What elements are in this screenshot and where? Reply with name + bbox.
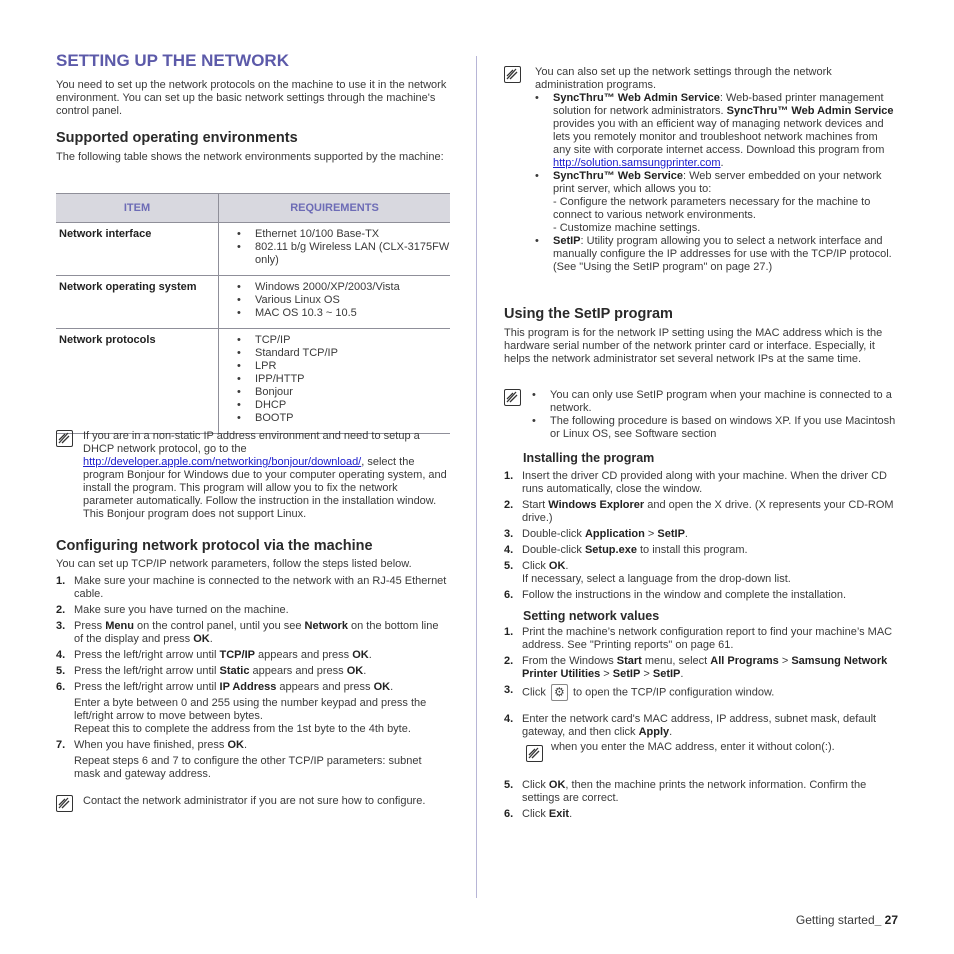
row-item: Network operating system [56,276,219,329]
list-item: 3. Press Menu on the control panel, until you see Network on the bottom line of the display and press OK. [56,620,439,645]
note-icon [504,389,521,406]
note-bonjour [56,430,450,521]
note-icon [504,66,521,83]
requirement: • IPP/HTTP [237,373,450,386]
list-item: 3. Double-click Application > SetIP. [504,528,688,540]
values-steps [504,626,896,824]
list-item: 7. When you have finished, press OK. Repeat steps 6 and 7 to configure the other TCP/IP parameters: subnet mask and gateway address. [56,739,422,780]
page-title: SETTING UP THE NETWORK [56,51,289,70]
intro-text: You need to set up the network protocols on the machine to use it in the network environment. You can set up the basic network settings through the machine's control panel. [56,79,447,117]
note-admin-intro: You can also set up the network settings through the network administration programs. [535,66,832,91]
row-item: Network protocols [56,329,219,434]
note-bonjour-text-2: , select the program Bonjour for Windows due to your computer operating system, and install the program. This program will allow you to fix the network parameter automatically. Follow the instruction in the installation window. This Bonjour program does not support Linux. [83,456,447,520]
requirement: • MAC OS 10.3 ~ 10.5 [237,307,450,320]
apple-bonjour-link[interactable]: http://developer.apple.com/networking/bonjour/download/ [83,456,362,468]
list-item: • The following procedure is based on windows XP. If you use Macintosh or Linux OS, see Software section [532,415,896,441]
requirement: • Standard TCP/IP [237,347,450,360]
install-heading: Installing the program [523,451,655,465]
list-item: 4. Press the left/right arrow until TCP/IP appears and press OK. [56,649,372,661]
list-item: 4. Double-click Setup.exe to install this program. [504,544,748,556]
list-item: 1. Print the machine’s network configuration report to find your machine’s MAC address. See "Printing reports" on page 61. [504,626,893,651]
col-header-item: ITEM [56,194,219,223]
note-icon [56,430,73,447]
requirement: • Various Linux OS [237,294,450,307]
note-contact [56,795,450,808]
install-steps [504,470,896,605]
list-item: • SyncThru™ Web Service: Web server embedded on your network print server, which allows you to: - Configure the network parameters necessary for the machine to connect to various network environments. - Customize machine settings. [535,170,896,235]
column-divider [476,56,477,898]
list-item: 1. Insert the driver CD provided along with your machine. When the driver CD runs automatically, close the window. [504,470,887,495]
list-item: • SyncThru™ Web Admin Service: Web-based printer management solution for network administrators. SyncThru™ Web Admin Service provides you with an efficient way of managing network devices and lets you remotely monitor and troubleshoot network machines from any site with corporate internet access. Download this program from http://solution.samsungprinter.com. [535,92,896,170]
table-row [56,276,450,329]
list-item: 2. From the Windows Start menu, select All Programs > Samsung Network Printer Utilities > SetIP > SetIP. [504,655,888,680]
list-item: • SetIP: Utility program allowing you to select a network interface and manually configure the IP addresses for use with the TCP/IP protocol. (See "Using the SetIP program" on page 27.) [535,235,896,274]
list-item: 4. Enter the network card's MAC address, IP address, subnet mask, default gateway, and then click Apply. when you enter the MAC address, enter it without colon(:). [504,713,896,761]
note-icon [526,745,543,762]
requirement: • LPR [237,360,450,373]
list-item: 2. Start Windows Explorer and open the X drive. (X represents your CD-ROM drive.) [504,499,894,524]
list-item: 1. Make sure your machine is connected to the network with an RJ-45 Ethernet cable. [56,575,447,600]
list-item: 3. Click ⚙ to open the TCP/IP configuration window. [504,684,775,699]
supported-heading: Supported operating environments [56,130,298,146]
page-footer [796,914,898,927]
table-row [56,329,450,434]
list-item: 5. Press the left/right arrow until Static appears and press OK. [56,665,367,677]
note-contact-text: Contact the network administrator if you are not sure how to configure. [83,795,426,807]
environment-table [56,193,450,434]
requirement: • 802.11 b/g Wireless LAN (CLX-3175FW only) [237,241,450,267]
note-admin-programs [504,66,896,274]
table-row [56,223,450,276]
requirement: • Windows 2000/XP/2003/Vista [237,281,450,294]
configuring-heading: Configuring network protocol via the machine [56,538,373,554]
requirement: • DHCP [237,399,450,412]
page-number: 27 [884,913,898,927]
list-item: 2. Make sure you have turned on the machine. [56,604,289,616]
list-item: 5. Click OK, then the machine prints the network information. Confirm the settings are correct. [504,779,867,804]
requirement: • BOOTP [237,412,450,425]
list-item: 5. Click OK. If necessary, select a language from the drop-down list. [504,560,791,585]
setip-heading: Using the SetIP program [504,306,673,322]
values-heading: Setting network values [523,609,660,623]
requirement: • TCP/IP [237,334,450,347]
setip-desc: This program is for the network IP setting using the MAC address which is the hardware serial number of the network printer card or interface. Especially, it helps the network administrator set several network IPs at the same time. [504,327,883,365]
note-bonjour-text-1: If you are in a non-static IP address environment and need to setup a DHCP network protocol, go to the [83,430,420,455]
list-item: 6. Press the left/right arrow until IP Address appears and press OK. Enter a byte between 0 and 255 using the number keypad and press the left/right arrow to move between bytes. Repeat this to complete the address from the 1st byte to the 4th byte. [56,681,427,735]
list-item: 6. Follow the instructions in the window and complete the installation. [504,589,847,601]
configuring-desc: You can set up TCP/IP network parameters, follow the steps listed below. [56,558,412,570]
row-item: Network interface [56,223,219,276]
list-item: 6. Click Exit. [504,808,573,820]
footer-separator: _ [874,913,885,927]
list-item: • You can only use SetIP program when your machine is connected to a network. [532,389,896,415]
note-icon [56,795,73,812]
footer-section: Getting started [795,913,875,927]
requirement: • Bonjour [237,386,450,399]
samsung-link[interactable]: http://solution.samsungprinter.com [553,157,721,169]
col-header-requirements: REQUIREMENTS [219,194,451,223]
note-mac: when you enter the MAC address, enter it without colon(:). [522,741,896,761]
configuring-steps [56,575,450,784]
requirement: • Ethernet 10/100 Base-TX [237,228,450,241]
supported-desc: The following table shows the network environments supported by the machine: [56,151,444,163]
note-setip [504,389,896,441]
settings-gear-icon: ⚙ [551,684,568,701]
